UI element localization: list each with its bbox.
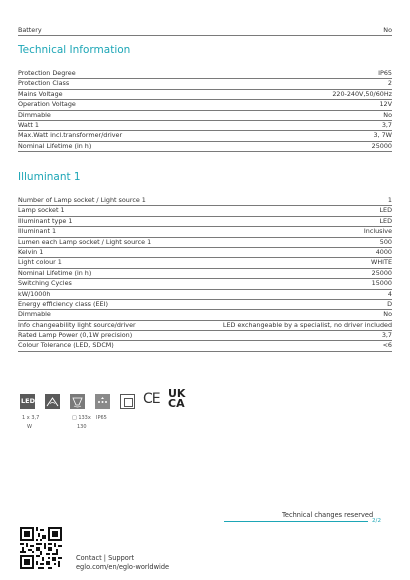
protection-class-icon — [120, 394, 135, 409]
table-row — [18, 142, 392, 152]
row-value: 25000 — [371, 268, 392, 277]
row-value: 3,7 — [381, 331, 392, 340]
row-label: Protection Class — [18, 79, 70, 88]
row-value: LED — [379, 206, 392, 215]
row-value: No — [383, 110, 392, 119]
table-row — [18, 321, 392, 331]
row-value: 3, 7W — [373, 131, 392, 140]
row-label: Protection Degree — [18, 69, 76, 77]
led-icon: LED — [20, 394, 35, 409]
row-label: Nominal Lifetime (in h) — [18, 268, 92, 277]
table-row — [18, 79, 392, 89]
row-label: Lamp socket 1 — [18, 206, 65, 215]
beam-angle-icon — [45, 394, 60, 409]
row-label: Rated Lamp Power (0,1W precision) — [18, 331, 133, 340]
row-label: Nominal Lifetime (in h) — [18, 141, 92, 150]
row-label: Dimmable — [18, 110, 51, 119]
row-label: Lumen each Lamp socket / Light source 1 — [18, 237, 152, 246]
row-label: Number of Lamp socket / Light source 1 — [18, 196, 146, 204]
technical-changes-note: Technical changes reserved — [282, 511, 374, 519]
row-value: 500 — [379, 237, 392, 246]
table-row — [18, 196, 392, 206]
row-value: IP65 — [378, 69, 392, 77]
table-row — [18, 248, 392, 258]
row-value: Inclusive — [363, 227, 392, 236]
table-row — [18, 310, 392, 320]
footer-divider — [224, 521, 368, 522]
row-value: <6 — [382, 341, 392, 350]
row-label: Colour Tolerance (LED, SDCM) — [18, 341, 114, 350]
row-label: Battery — [18, 26, 42, 34]
class-caption-1: □ 133x — [72, 415, 91, 421]
table-row — [18, 90, 392, 100]
row-value: D — [387, 299, 392, 308]
battery-row — [18, 26, 392, 36]
technical-table — [18, 69, 392, 152]
row-label: Kelvin 1 — [18, 247, 44, 256]
row-label: Energy efficiency class (EEI) — [18, 299, 108, 308]
eglo-website-link[interactable]: eglo.com/en/eglo-worldwide — [76, 563, 170, 571]
row-value: 2 — [387, 79, 392, 88]
table-row — [18, 341, 392, 351]
row-value: 3,7 — [381, 120, 392, 129]
row-label: Mains Voltage — [18, 89, 63, 98]
row-label: Light colour 1 — [18, 258, 62, 267]
row-label: Illuminant 1 — [18, 227, 57, 236]
table-row — [18, 258, 392, 268]
row-value: LED — [379, 216, 392, 225]
ip65-icon — [95, 394, 110, 409]
ce-mark-icon: CE — [143, 391, 160, 407]
table-row — [18, 131, 392, 141]
row-value: 12V — [379, 100, 392, 109]
class-caption-2: 130 — [77, 424, 87, 430]
row-value: LED exchangeable by a specialist, no driver included — [222, 320, 392, 329]
table-row — [18, 227, 392, 237]
section-title-illuminant: Illuminant 1 — [18, 171, 81, 183]
table-row — [18, 300, 392, 310]
row-value: WHITE — [371, 258, 392, 267]
table-row — [18, 206, 392, 216]
qr-code-icon — [20, 527, 62, 569]
row-value: 4 — [387, 289, 392, 298]
table-row — [18, 111, 392, 121]
row-label: Info changeability light source/driver — [18, 320, 136, 329]
table-row — [18, 238, 392, 248]
led-caption-1: 1 x 3,7 — [22, 415, 40, 421]
row-label: kW/1000h — [18, 289, 51, 298]
row-value: No — [383, 310, 392, 319]
table-row — [18, 269, 392, 279]
adjustable-head-icon — [70, 394, 85, 409]
section-title-technical: Technical Information — [18, 44, 131, 56]
row-value: No — [383, 26, 392, 34]
table-row — [18, 217, 392, 227]
contact-support-label: Contact | Support — [76, 554, 135, 562]
illuminant-table — [18, 196, 392, 352]
led-caption-2: W — [27, 424, 32, 430]
ukca-mark-icon: UK CA — [168, 387, 186, 410]
row-value: 25000 — [371, 141, 392, 150]
row-value: 4000 — [375, 247, 392, 256]
table-row — [18, 69, 392, 79]
table-row — [18, 331, 392, 341]
row-label: Dimmable — [18, 310, 51, 319]
table-row — [18, 279, 392, 289]
row-label: Switching Cycles — [18, 279, 72, 288]
ip-caption: IP65 — [96, 415, 107, 421]
row-label: Operation Voltage — [18, 100, 76, 109]
table-row — [18, 290, 392, 300]
row-value: 1 — [387, 196, 392, 204]
row-label: Max.Watt incl.transformer/driver — [18, 131, 123, 140]
page-number: 2/2 — [372, 518, 382, 524]
table-row — [18, 100, 392, 110]
row-label: Watt 1 — [18, 120, 39, 129]
row-label: Illuminant type 1 — [18, 216, 73, 225]
table-row — [18, 121, 392, 131]
row-value: 220-240V,50/60Hz — [332, 89, 392, 98]
row-value: 15000 — [371, 279, 392, 288]
